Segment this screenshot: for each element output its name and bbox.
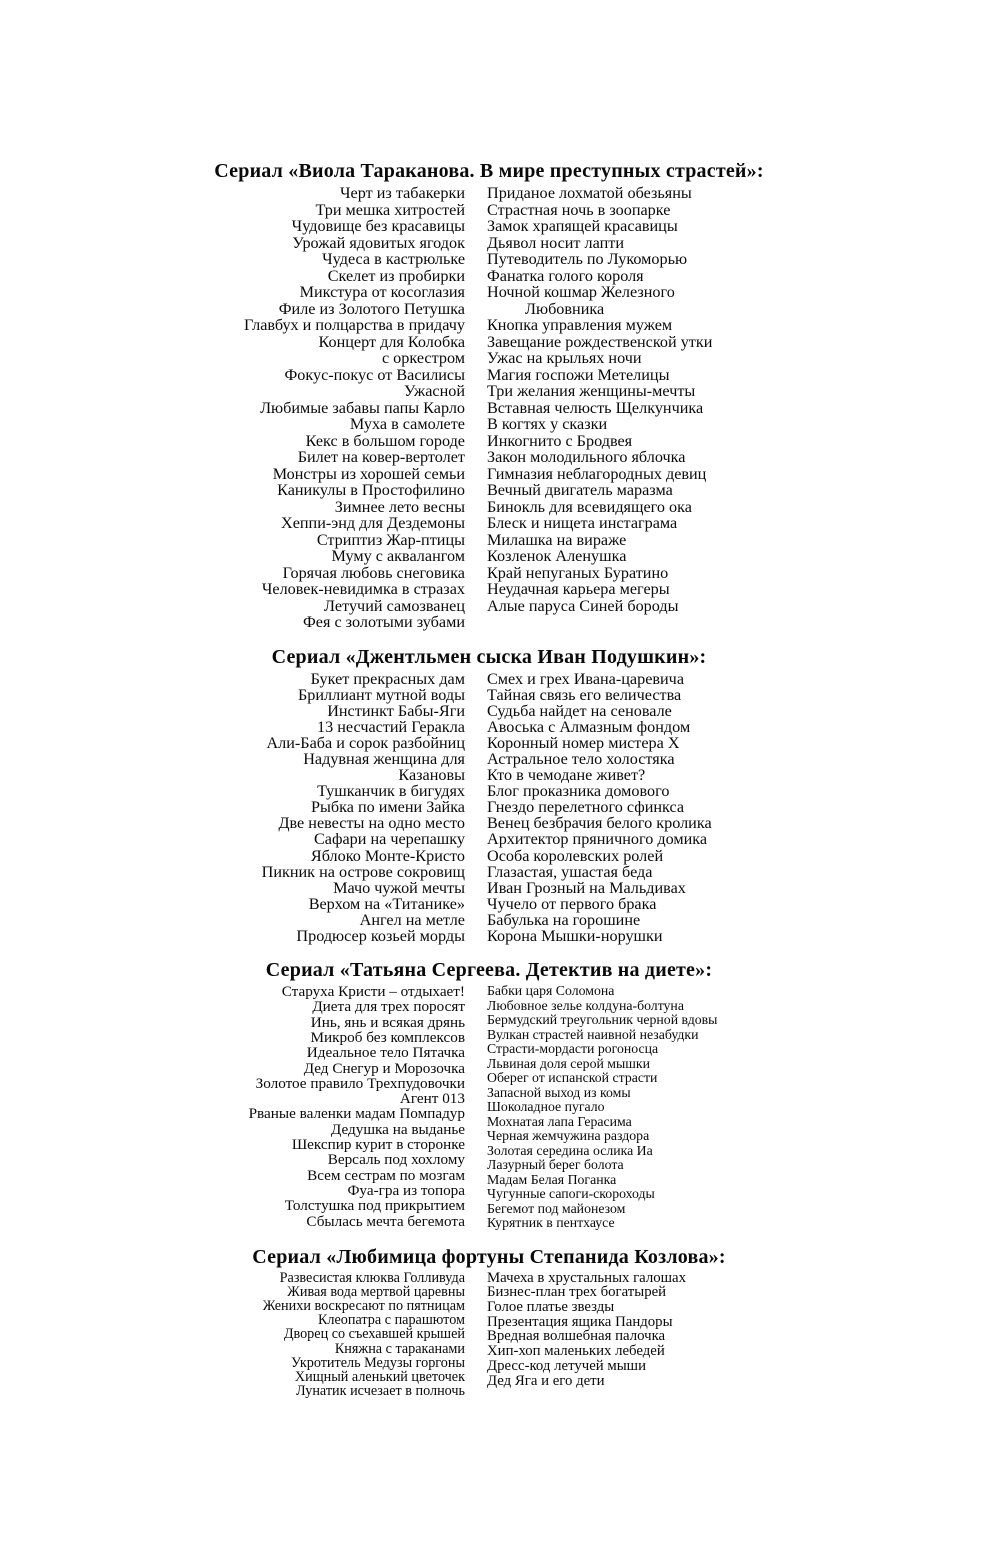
book-title-line: Милашка на вираже <box>487 530 627 549</box>
book-title-line: Главбух и полцарства в придачу <box>244 316 465 334</box>
two-column-list <box>166 671 812 945</box>
book-title-line: Кнопка управления мужем <box>487 316 673 334</box>
book-title-line: Диета для трех поросят <box>312 998 465 1016</box>
book-title-line: Мачеха в хрустальных галошах <box>487 1269 687 1286</box>
book-title-line: Чучело от первого брака <box>487 894 657 913</box>
book-title-line: Закон молодильного яблочка <box>487 448 686 466</box>
book-title-line: Золотое правило Трехпудовочки <box>255 1074 465 1092</box>
book-title-line: Концерт для Колобка <box>318 332 465 351</box>
book-title-line: Инстинкт Бабы-Яги <box>327 701 465 720</box>
two-column-list <box>166 984 812 1231</box>
book-title-line: Золотая середина ослика Иа <box>487 1142 653 1158</box>
series-title: Сериал «Любимица фортуны Степанида Козлова»: <box>252 1245 726 1268</box>
book-title-line: Кто в чемодане живет? <box>487 766 646 785</box>
book-list-content <box>166 160 812 1398</box>
book-title-line: Алые паруса Синей бороды <box>487 596 679 615</box>
book-title-line: Горячая любовь снеговика <box>282 563 465 582</box>
book-title-line: Монстры из хорошей семьи <box>272 464 465 483</box>
book-title-line: Клеопатра с парашютом <box>317 1312 465 1329</box>
book-title-line: Букет прекрасных дам <box>310 669 465 688</box>
book-title-line: Замок храпящей красавицы <box>487 217 678 235</box>
book-title-line: Человек-невидимка в стразах <box>261 580 465 598</box>
book-title-line: Фуа-гра из топора <box>347 1181 465 1199</box>
section-ivan-podushkin <box>166 646 812 945</box>
book-title-line: Страсти-мордасти рогоносца <box>487 1041 659 1057</box>
book-title-line: Ужас на крыльях ночи <box>487 349 642 367</box>
book-title-line: Рыбка по имени Зайка <box>311 798 465 817</box>
book-title-line: Иван Грозный на Мальдивах <box>487 878 686 897</box>
series-title: Сериал «Джентльмен сыска Иван Подушкин»: <box>271 645 707 668</box>
book-title-line: Толстушка под прикрытием <box>284 1197 465 1215</box>
book-title-line: Инкогнито с Бродвея <box>487 431 633 450</box>
book-title-line: Рваные валенки мадам Помпадур <box>248 1105 465 1123</box>
book-title-line: Казановы <box>398 766 465 785</box>
book-title-line: Фея с золотыми зубами <box>302 613 465 631</box>
book-title-line: Микстура от косоглазия <box>299 283 465 301</box>
book-title-line: Дресс-код летучей мыши <box>487 1357 646 1374</box>
left-column <box>166 984 476 1229</box>
book-title-line: Чудеса в кастрюльке <box>322 250 465 268</box>
section-stepanida-kozlova <box>166 1246 812 1399</box>
book-title-line: Вредная волшебная палочка <box>487 1328 666 1345</box>
book-title-line: Живая вода мертвой царевны <box>287 1283 465 1300</box>
book-title-line: 13 несчастий Геракла <box>316 717 465 736</box>
book-title-line: Шекспир курит в сторонке <box>291 1136 465 1154</box>
book-title-line: Блог проказника домового <box>487 782 670 801</box>
book-title-line: Лунатик исчезает в полночь <box>295 1383 465 1400</box>
book-title-line: Венец безбрачия белого кролика <box>487 814 712 833</box>
book-title-line: Хип-хоп маленьких лебедей <box>487 1343 665 1360</box>
book-title-line: Идеальное тело Пятачка <box>306 1044 465 1062</box>
book-title-line: Козленок Аленушка <box>487 547 627 565</box>
book-title-line: Верхом на «Титанике» <box>308 894 465 913</box>
book-title-line: Старуха Кристи – отдыхает! <box>281 983 465 1001</box>
book-title-line: Бабки царя Соломона <box>487 983 615 999</box>
left-column <box>166 671 476 945</box>
book-title-line: Путеводитель по Лукоморью <box>487 250 688 268</box>
right-column <box>476 984 812 1231</box>
book-title-line: Пикник на острове сокровищ <box>261 862 465 881</box>
book-title-line: Тушканчик в бигудях <box>317 782 465 801</box>
book-title-line: Билет на ковер-вертолет <box>297 448 465 466</box>
book-title-line: Неудачная карьера мегеры <box>487 580 670 598</box>
book-title-line: Тайная связь его величества <box>487 685 682 704</box>
book-title-line: Гимназия неблагородных девиц <box>487 464 707 483</box>
book-title-line: Бабулька на горошине <box>487 910 641 929</box>
book-title-line: Лазурный берег болота <box>487 1157 624 1173</box>
book-title-line: Версаль под хохлому <box>327 1151 465 1169</box>
book-title-line: Каникулы в Простофилино <box>277 481 465 499</box>
book-title-line: Три мешка хитростей <box>315 200 465 219</box>
book-title-line: Сбылась мечта бегемота <box>306 1212 465 1230</box>
book-title-line: Запасной выход из комы <box>487 1084 631 1100</box>
book-title-line: Ужасной <box>403 382 465 400</box>
book-title-line: Кекс в большом городе <box>305 431 465 450</box>
book-title-line: Дьявол носит лапти <box>487 233 624 252</box>
book-title-line: с оркестром <box>381 349 465 367</box>
book-title-line: Завещание рождественской утки <box>487 332 713 351</box>
book-title-line: Хеппи-энд для Дездемоны <box>281 514 465 532</box>
book-title-line: Страстная ночь в зоопарке <box>487 200 671 219</box>
book-title-line: Черт из табакерки <box>340 184 465 202</box>
book-title-line: Фанатка голого короля <box>487 266 644 285</box>
book-title-line: Бриллиант мутной воды <box>298 685 465 704</box>
book-title-line: Дед Снегур и Морозочка <box>303 1059 465 1077</box>
book-title-line: Фокус-покус от Василисы <box>284 365 465 384</box>
left-column <box>166 185 476 631</box>
book-title-line: Любимые забавы папы Карло <box>260 398 465 417</box>
book-title-line: Муха в самолете <box>349 415 465 433</box>
book-title-line: Скелет из пробирки <box>327 266 465 285</box>
book-title-line: Зимнее лето весны <box>334 497 465 516</box>
book-title-line: Княжна с тараканами <box>334 1340 465 1357</box>
book-title-line: Блеск и нищета инстаграма <box>487 514 678 532</box>
book-title-line: В когтях у сказки <box>487 415 608 433</box>
book-title-line: Гнездо перелетного сфинкса <box>487 798 685 817</box>
book-title-line: Ангел на метле <box>359 910 465 929</box>
section-viola-tarakanova <box>166 160 812 631</box>
left-column <box>166 1271 476 1399</box>
book-title-line: Дворец со съехавшей крышей <box>283 1326 465 1343</box>
two-column-list <box>166 185 812 631</box>
book-title-line: Хищный аленький цветочек <box>294 1369 465 1386</box>
book-title-line: Сафари на черепашку <box>314 830 465 849</box>
book-title-line: Бермудский треугольник черной вдовы <box>487 1012 718 1028</box>
book-title-line: Авоська с Алмазным фондом <box>487 717 691 736</box>
book-title-line: Особа королевских ролей <box>487 846 664 865</box>
book-title-line: Али-Баба и сорок разбойниц <box>266 733 465 752</box>
book-title-line: Продюсер козьей морды <box>296 927 465 945</box>
book-title-line: Магия госпожи Метелицы <box>487 365 670 384</box>
book-title-line: Яблоко Монте-Кристо <box>310 846 465 865</box>
book-title-line: Вставная челюсть Щелкунчика <box>487 398 704 417</box>
right-column <box>476 671 812 945</box>
book-title-line: Две невесты на одно место <box>278 814 465 833</box>
book-title-line: Женихи воскресают по пятницам <box>262 1298 465 1314</box>
book-title-line: Муму с аквалангом <box>331 547 465 565</box>
book-title-line: Мадам Белая Поганка <box>487 1171 617 1187</box>
book-title-line: Развесистая клюква Голливуда <box>279 1269 465 1286</box>
book-title-line: Шоколадное пугало <box>487 1099 605 1115</box>
book-title-line: Мачо чужой мечты <box>333 878 465 897</box>
book-title-line: Чудовище без красавицы <box>291 217 465 235</box>
book-title-line: Край непуганых Буратино <box>487 563 669 582</box>
book-title-line: Дедушка на выданье <box>330 1120 465 1138</box>
book-title-line: Вечный двигатель маразма <box>487 481 673 499</box>
book-title-line: Оберег от испанской страсти <box>487 1070 658 1086</box>
book-title-line: Филе из Золотого Петушка <box>278 299 465 318</box>
series-title: Сериал «Виола Тараканова. В мире преступных страстей»: <box>214 160 764 182</box>
book-title-line: Коронный номер мистера Х <box>487 733 680 752</box>
book-title-line: Архитектор пряничного домика <box>487 830 708 849</box>
book-title-line: Летучий самозванец <box>324 596 465 615</box>
book-title-line: Корона Мышки-норушки <box>487 927 663 945</box>
book-title-line: Урожай ядовитых ягодок <box>292 233 465 252</box>
book-title-line: Укротитель Медузы горгоны <box>291 1354 465 1371</box>
book-title-line: Глазастая, ушастая беда <box>487 862 653 881</box>
right-column <box>476 1271 812 1389</box>
book-title-line: Агент 013 <box>399 1090 465 1108</box>
book-title-line: Вулкан страстей наивной незабудки <box>487 1026 699 1042</box>
book-title-line: Смех и грех Ивана-царевича <box>487 669 685 688</box>
book-title-line: Голое платье звезды <box>487 1299 615 1315</box>
book-title-line: Курятник в пентхаусе <box>487 1215 615 1231</box>
book-title-line: Судьба найдет на сеновале <box>487 701 672 720</box>
book-title-line: Чугунные сапоги-скороходы <box>487 1186 655 1202</box>
book-title-line: Бегемот под майонезом <box>487 1200 626 1216</box>
book-title-continuation: Любовника <box>525 299 605 318</box>
book-title-line: Черная жемчужина раздора <box>487 1128 650 1144</box>
book-title-line: Бинокль для всевидящего ока <box>487 497 692 516</box>
book-title-line: Мохнатая лапа Герасима <box>487 1113 632 1129</box>
two-column-list <box>166 1271 812 1399</box>
series-title: Сериал «Татьяна Сергеева. Детектив на диете»: <box>265 959 713 982</box>
book-title-line: Ночной кошмар Железного <box>487 283 675 301</box>
book-title-line: Инь, янь и всякая дрянь <box>310 1013 465 1031</box>
book-title-line: Любовное зелье колдуна-болтуна <box>487 997 684 1013</box>
book-title-line: Надувная женщина для <box>303 749 465 768</box>
book-title-line: Презентация ящика Пандоры <box>487 1313 673 1330</box>
book-title-line: Дед Яга и его дети <box>487 1372 605 1389</box>
book-title-line: Всем сестрам по мозгам <box>307 1166 465 1184</box>
section-tatyana-sergeeva <box>166 959 812 1231</box>
book-title-line: Стриптиз Жар-птицы <box>316 530 465 549</box>
book-title-line: Приданое лохматой обезьяны <box>487 184 692 202</box>
book-title-line: Львиная доля серой мышки <box>487 1055 651 1071</box>
right-column <box>476 185 812 614</box>
book-title-line: Бизнес-план трех богатырей <box>487 1284 667 1301</box>
book-title-line: Три желания женщины-мечты <box>487 382 696 400</box>
book-title-line: Астральное тело холостяка <box>487 749 675 768</box>
book-title-line: Микроб без комплексов <box>310 1028 465 1046</box>
